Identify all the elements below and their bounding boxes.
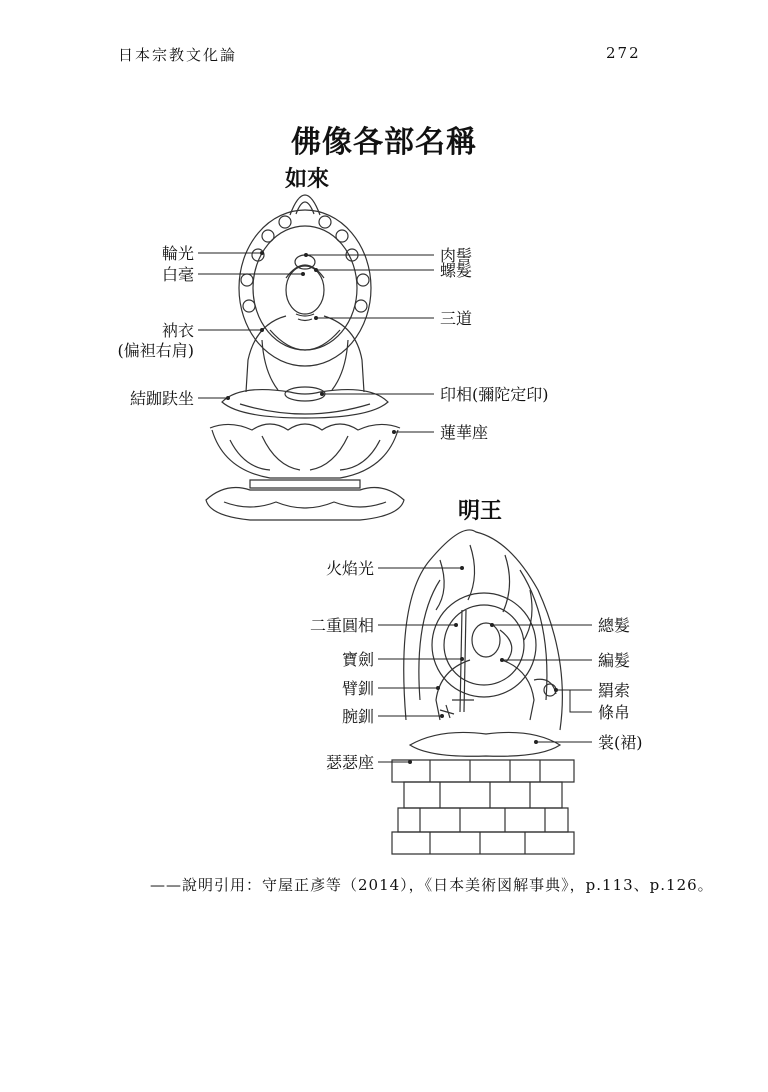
label-hoken: 寶劍 [341, 650, 374, 669]
label-sando: 三道 [440, 309, 473, 328]
label-nikkei: 肉髻 [440, 246, 473, 265]
label-rinko: 輪光 [161, 244, 194, 263]
section-heading-nyorai: 如來 [285, 166, 330, 192]
label-inso: 印相(彌陀定印) [440, 385, 549, 404]
label-mo: 裳(裙) [598, 733, 643, 752]
myoo-illustration [392, 530, 574, 854]
label-noe: 衲衣 [161, 321, 194, 340]
page-title: 佛像各部名稱 [291, 125, 477, 160]
label-byakugo: 白毫 [161, 265, 194, 284]
label-shitsushitsu-za: 瑟瑟座 [325, 753, 374, 772]
nyorai-illustration [206, 195, 404, 520]
label-niju-enso: 二重圓相 [309, 616, 374, 635]
section-heading-myoo: 明王 [458, 498, 503, 524]
label-kaenko: 火焰光 [325, 559, 374, 578]
label-rahotsu: 螺髮 [440, 261, 473, 280]
label-kensaku: 羂索 [598, 681, 631, 700]
label-rengeza: 蓮華座 [440, 423, 489, 442]
label-johaku: 條帛 [598, 703, 631, 722]
label-henpatsu: 編髮 [598, 651, 631, 670]
running-header: 日本宗教文化論 [118, 46, 238, 64]
source-credit: ——說明引用：守屋正彥等（2014），《日本美術図解事典》，p.113、p.126。 [150, 876, 714, 894]
page-number: 272 [606, 44, 641, 62]
label-sohatsu: 總髮 [598, 616, 631, 635]
label-kekka-fuza: 結跏趺坐 [129, 389, 194, 408]
label-henkan-uken: (偏袒右肩) [117, 341, 194, 360]
label-wansen: 腕釧 [341, 707, 374, 726]
label-hisen: 臂釧 [341, 679, 374, 698]
